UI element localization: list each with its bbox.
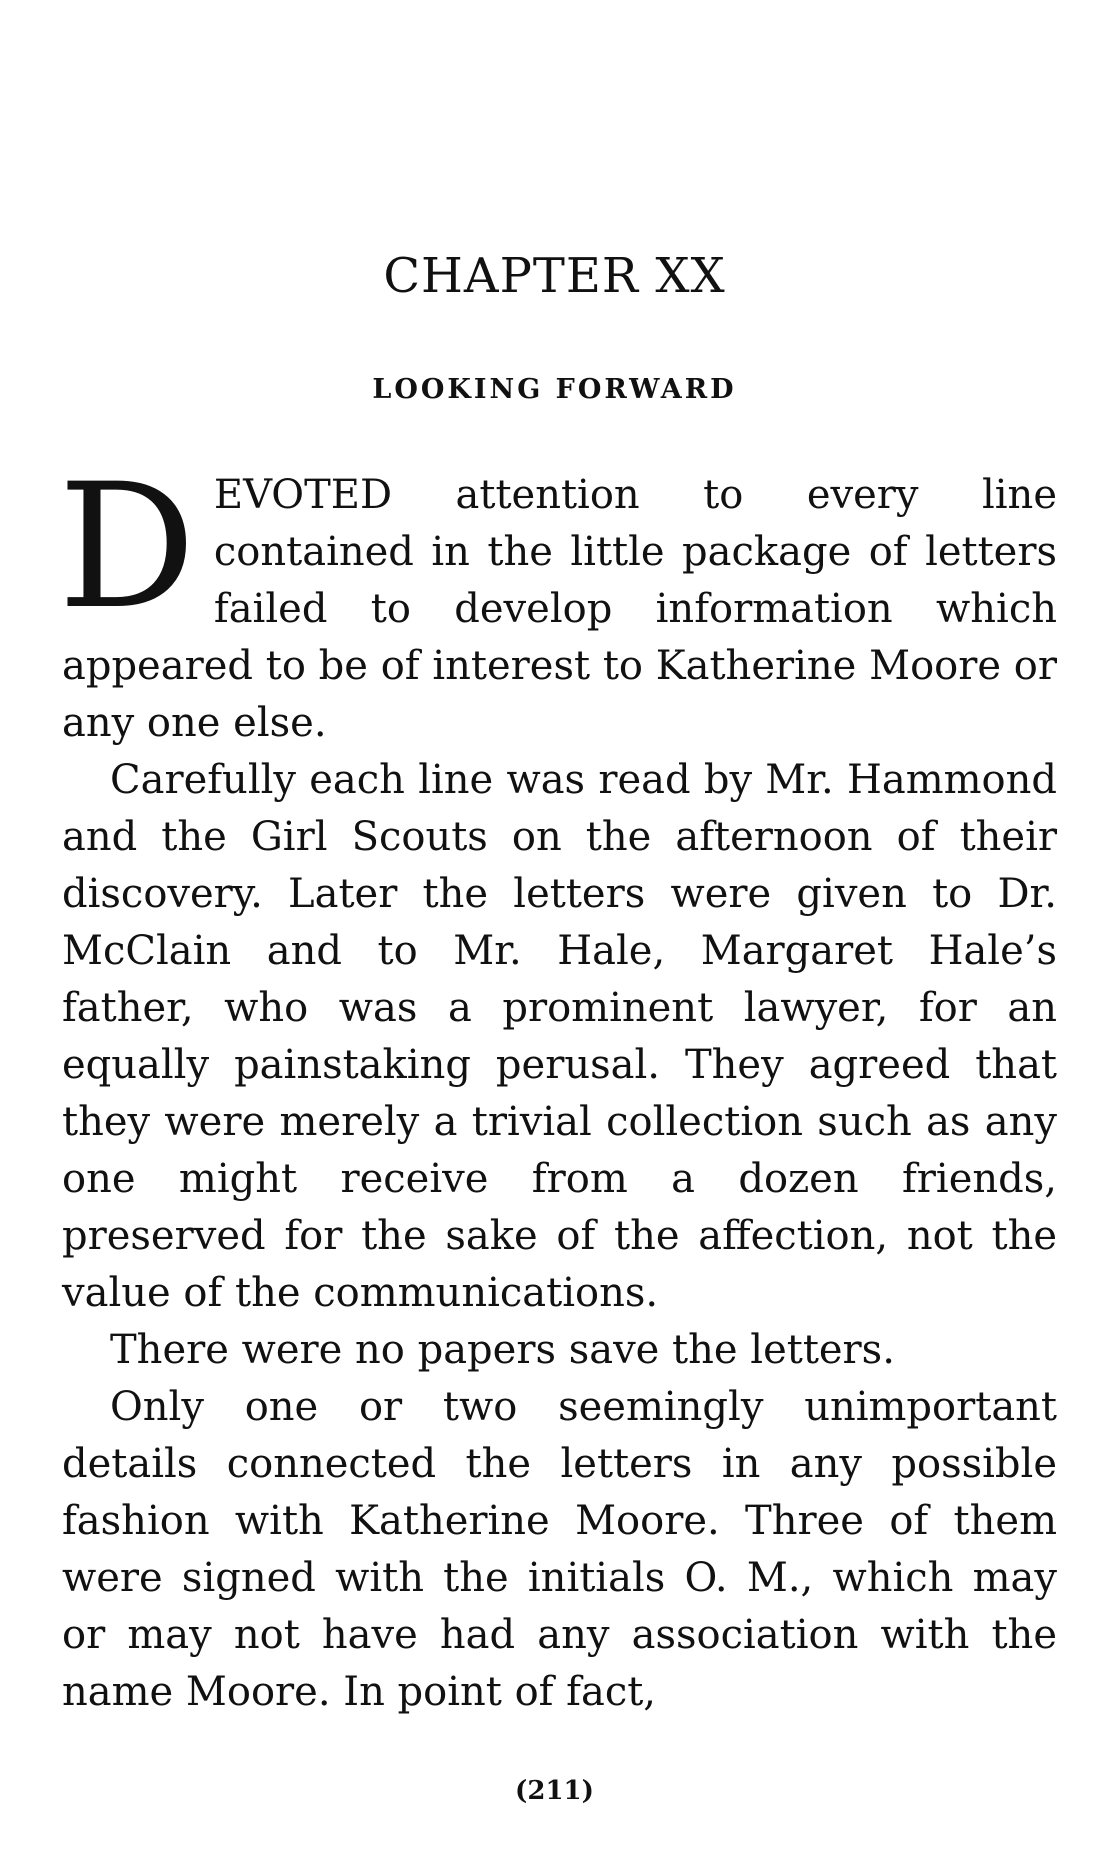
paragraph-3: There were no papers save the letters. <box>110 1327 895 1373</box>
paragraph-1 <box>58 446 1057 752</box>
paragraph-2: Carefully each line was read by Mr. Hammond and the Girl Scouts on the afternoon of their discovery. Later the letters were given to Dr. McClain and to Mr. Hale, Margaret Hale’s father, who was a prominent lawyer, for an equally painstaking perusal. They agreed that they were merely a trivial collection such as any one might receive from a dozen friends, preserved for the sake of the affection, not the value of the communications. <box>62 757 1057 1316</box>
chapter-title: CHAPTER XX <box>383 248 726 304</box>
page-number: (211) <box>515 1776 594 1806</box>
chapter-subtitle: LOOKING FORWARD <box>372 374 737 405</box>
paragraph-1-text: EVOTED attention to every line contained in the little package of letters failed to develop information which appeared to be of interest to Katherine Moore or any one else. <box>62 472 1057 746</box>
chapter-body <box>58 446 1057 1721</box>
drop-cap: D <box>58 446 196 647</box>
paragraph-4: Only one or two seemingly unimportant details connected the letters in any possible fashion with Katherine Moore. Three of them were signed with the initials O. M., which may or may not have had any association with the name Moore. In point of fact, <box>62 1384 1057 1715</box>
